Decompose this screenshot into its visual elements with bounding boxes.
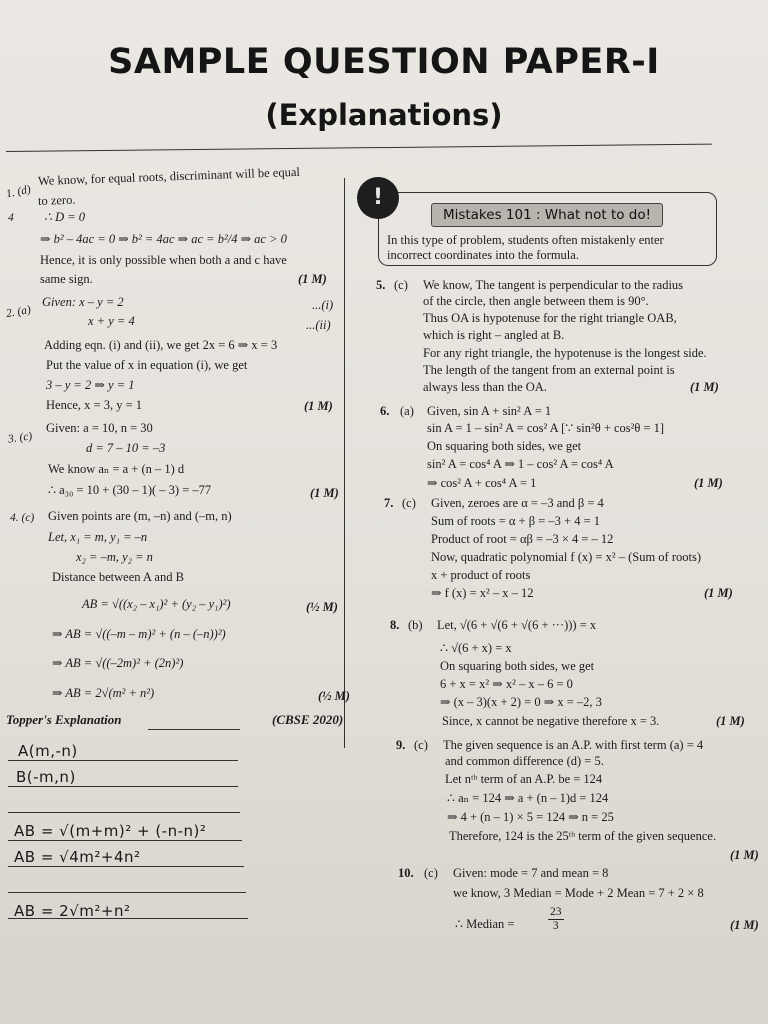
- marks-label: (1 M): [310, 486, 339, 500]
- handwriting-line: B(-m,n): [16, 768, 76, 786]
- q10-line: Given: mode = 7 and mean = 8: [453, 866, 609, 880]
- q2-line: Adding eqn. (i) and (ii), we get 2x = 6 ⇒ x = 3: [44, 338, 278, 352]
- answer-option: (c): [414, 738, 428, 752]
- q8-line: Let, √(6 + √(6 + √(6 + ···))) = x: [437, 618, 597, 632]
- marks-label: (1 M): [298, 272, 327, 286]
- q3-line: ∴ a₃₀ = 10 + (30 – 1)( – 3) = –77: [48, 483, 212, 497]
- q2-line: Put the value of x in equation (i), we get: [46, 358, 248, 372]
- q2-line: Given: x – y = 2: [42, 295, 124, 309]
- q6-line: sin² A = cos⁴ A ⇒ 1 – cos² A = cos⁴ A: [427, 457, 614, 471]
- q9-line: Therefore, 124 is the 25ᵗʰ term of the given sequence.: [449, 829, 717, 843]
- question-number: 7.: [384, 496, 394, 510]
- q5-line: The length of the tangent from an external point is: [423, 363, 675, 377]
- question-number: 2. (a): [5, 303, 32, 321]
- warning-icon: !: [357, 177, 399, 219]
- ruled-line: [8, 892, 246, 893]
- marks-label: (1 M): [304, 399, 333, 413]
- q8-line: ⇒ (x – 3)(x + 2) = 0 ⇒ x = –2, 3: [440, 695, 602, 709]
- handwriting-line: AB = √4m²+4n²: [14, 848, 141, 866]
- q3-line: We know aₙ = a + (n – 1) d: [48, 462, 185, 476]
- question-number: 4. (c): [10, 512, 35, 524]
- q1-line: ⇒ b² – 4ac = 0 ⇒ b² = 4ac ⇒ ac = b²/4 ⇒ ac > 0: [40, 232, 287, 246]
- q6-line: On squaring both sides, we get: [427, 439, 582, 453]
- q10-line: ∴ Median =: [455, 917, 515, 931]
- answer-option: (c): [394, 278, 408, 292]
- question-number: 1. (d): [5, 183, 32, 201]
- answer-option: (c): [402, 496, 416, 510]
- q3-line: Given: a = 10, n = 30: [46, 421, 153, 435]
- question-number: 6.: [380, 404, 390, 418]
- q9-line: ⇒ 4 + (n – 1) × 5 = 124 ⇒ n = 25: [447, 810, 614, 824]
- header-rule: [6, 144, 712, 152]
- ruled-line: [8, 840, 242, 841]
- handwriting-line: AB = 2√m²+n²: [14, 902, 131, 920]
- q9-line: and common difference (d) = 5.: [445, 754, 604, 768]
- answer-option: (a): [400, 404, 414, 418]
- q8-line: Since, x cannot be negative therefore x = 3.: [442, 714, 660, 728]
- q9-line: ∴ aₙ = 124 ⇒ a + (n – 1)d = 124: [447, 791, 609, 805]
- fraction-numerator: 23: [550, 906, 562, 918]
- q1-line: same sign.: [40, 272, 93, 286]
- q1-line: We know, for equal roots, discriminant will be equal: [37, 164, 301, 188]
- topper-label: Topper's Explanation: [6, 712, 122, 727]
- fraction-denominator: 3: [552, 920, 559, 932]
- q4-line: AB = √((x₂ – x₁)² + (y₂ – y₁)²): [82, 597, 231, 611]
- question-number: 10.: [398, 866, 414, 880]
- q1-line: to zero.: [37, 192, 76, 208]
- marks-label: (1 M): [730, 848, 759, 862]
- q5-line: which is right – angled at B.: [423, 328, 565, 342]
- q7-line: Product of root = αβ = –3 × 4 = – 12: [431, 532, 614, 546]
- callout-text-line: In this type of problem, students often mistakenly enter: [387, 233, 664, 247]
- marks-label: (½ M): [306, 600, 338, 614]
- margin-note: 4: [8, 212, 14, 224]
- callout-title: Mistakes 101 : What not to do!: [431, 203, 663, 227]
- question-number: 8.: [390, 618, 400, 632]
- median-fraction: [548, 906, 564, 933]
- question-number: 3. (c): [7, 430, 33, 446]
- q2-line: x + y = 4: [88, 314, 135, 328]
- underline: [148, 729, 240, 730]
- q2-line: Hence, x = 3, y = 1: [46, 398, 143, 412]
- eq-tag: ...(ii): [306, 318, 331, 332]
- page-title: SAMPLE QUESTION PAPER-I: [108, 42, 660, 82]
- q7-line: ⇒ f (x) = x² – x – 12: [431, 586, 534, 600]
- q8-line: 6 + x = x² ⇒ x² – x – 6 = 0: [440, 677, 573, 691]
- q4-line: ⇒ AB = √((–2m)² + (2n)²): [52, 656, 184, 670]
- question-number: 5.: [376, 278, 386, 292]
- q4-line: Given points are (m, –n) and (–m, n): [48, 509, 232, 523]
- q4-line: ⇒ AB = 2√(m² + n²): [52, 686, 155, 700]
- handwriting-line: A(m,-n): [18, 742, 78, 760]
- q6-line: Given, sin A + sin² A = 1: [427, 404, 552, 418]
- q8-line: ∴ √(6 + x) = x: [440, 641, 512, 655]
- eq-tag: ...(i): [312, 298, 334, 312]
- q7-line: Now, quadratic polynomial f (x) = x² – (Sum of roots): [431, 550, 702, 564]
- q10-line: we know, 3 Median = Mode + 2 Mean = 7 + 2 × 8: [453, 886, 704, 900]
- ruled-line: [8, 866, 244, 867]
- answer-option: (b): [408, 618, 423, 632]
- q4-line: ⇒ AB = √((–m – m)² + (n – (–n))²): [52, 627, 226, 641]
- marks-label: (½ M): [318, 689, 350, 703]
- marks-label: (1 M): [694, 476, 723, 490]
- q9-line: The given sequence is an A.P. with first term (a) = 4: [443, 738, 704, 752]
- q7-line: Given, zeroes are α = –3 and β = 4: [431, 496, 604, 510]
- callout-text: [387, 233, 712, 263]
- q7-line: x + product of roots: [431, 568, 531, 582]
- q4-line: Let, x₁ = m, y₁ = –n: [48, 530, 148, 544]
- marks-label: (1 M): [704, 586, 733, 600]
- handwriting-line: AB = √(m+m)² + (-n-n)²: [14, 822, 207, 840]
- answer-option: (c): [424, 866, 438, 880]
- q5-line: For any right triangle, the hypotenuse is the longest side.: [423, 346, 707, 360]
- ruled-line: [8, 760, 238, 761]
- marks-label: (1 M): [690, 380, 719, 394]
- ruled-line: [8, 812, 240, 813]
- marks-label: (1 M): [730, 918, 759, 932]
- ruled-line: [8, 786, 238, 787]
- q2-line: 3 – y = 2 ⇒ y = 1: [46, 378, 135, 392]
- q3-line: d = 7 – 10 = –3: [86, 441, 166, 455]
- page-subtitle: (Explanations): [265, 98, 503, 132]
- q6-line: sin A = 1 – sin² A = cos² A [∵ sin²θ + cos²θ = 1]: [427, 421, 665, 435]
- q9-line: Let nᵗʰ term of an A.P. be = 124: [445, 772, 603, 786]
- q5-line: Thus OA is hypotenuse for the right triangle OAB,: [423, 311, 677, 325]
- callout-text-line: incorrect coordinates into the formula.: [387, 248, 579, 262]
- q5-line: We know, The tangent is perpendicular to the radius: [423, 278, 684, 292]
- marks-label: (1 M): [716, 714, 745, 728]
- q1-line: Hence, it is only possible when both a and c have: [40, 253, 287, 267]
- topper-source: (CBSE 2020): [272, 712, 344, 727]
- q7-line: Sum of roots = α + β = –3 + 4 = 1: [431, 514, 600, 528]
- mistakes-callout: [378, 192, 717, 266]
- q8-line: On squaring both sides, we get: [440, 659, 595, 673]
- q6-line: ⇒ cos² A + cos⁴ A = 1: [427, 476, 537, 490]
- q5-line: always less than the OA.: [423, 380, 547, 394]
- q4-line: Distance between A and B: [52, 570, 184, 584]
- q5-line: of the circle, then angle between them is 90°.: [423, 294, 649, 308]
- q4-line: x₂ = –m, y₂ = n: [76, 550, 153, 564]
- q1-line: ∴ D = 0: [44, 210, 86, 224]
- question-number: 9.: [396, 738, 406, 752]
- column-divider: [344, 178, 345, 748]
